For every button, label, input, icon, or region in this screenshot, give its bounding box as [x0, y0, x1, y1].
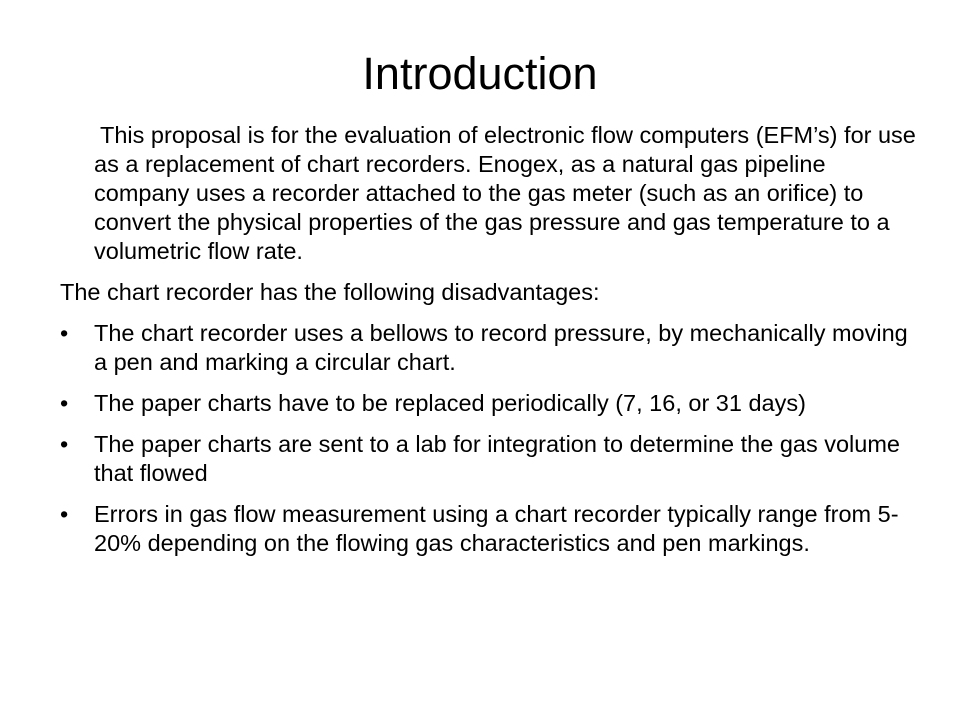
slide-title: Introduction: [362, 48, 598, 99]
bullet-text: The paper charts are sent to a lab for integration to determine the gas volume that flowed: [94, 431, 900, 486]
slide-body: [60, 121, 920, 570]
list-item: [60, 389, 920, 418]
bullet-icon: •: [60, 431, 69, 457]
bullet-icon: •: [60, 501, 69, 527]
bullet-text: Errors in gas flow measurement using a chart recorder typically range from 5-20% depending on the flowing gas characteristics and pen markings.: [94, 501, 899, 556]
bullet-icon: •: [60, 320, 69, 346]
list-item: [60, 430, 920, 488]
list-item: [60, 319, 920, 377]
bullet-icon: •: [60, 390, 69, 416]
intro-paragraph: This proposal is for the evaluation of electronic flow computers (EFM’s) for use as a replacement of chart recorders. Enogex, as a natural gas pipeline company uses a recorder attached to the gas meter (such as an orifice) to convert the physical properties of the gas pressure and gas temperature to a volumetric flow rate.: [94, 122, 916, 264]
disadvantages-list: [60, 319, 920, 558]
bullet-text: The chart recorder uses a bellows to record pressure, by mechanically moving a pen and marking a circular chart.: [94, 320, 908, 375]
list-item: [60, 500, 920, 558]
bullet-text: The paper charts have to be replaced periodically (7, 16, or 31 days): [94, 390, 806, 416]
disadvantages-lead: The chart recorder has the following disadvantages:: [60, 279, 600, 305]
